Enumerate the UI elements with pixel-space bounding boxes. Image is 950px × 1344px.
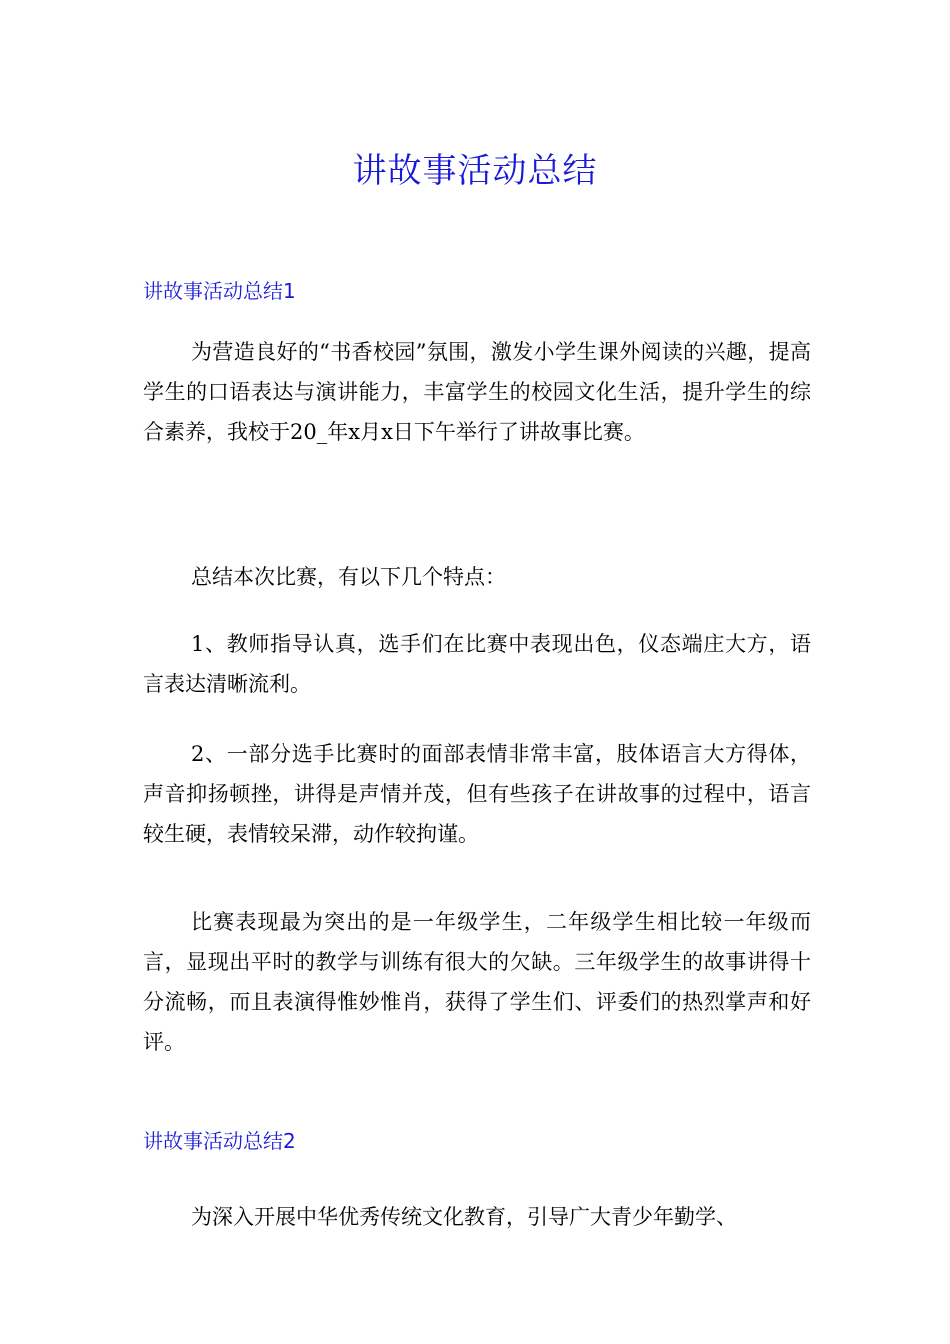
- document-title: 讲故事活动总结: [352, 151, 598, 191]
- section-1-paragraph-1: 为营造良好的“书香校园”氛围，激发小学生课外阅读的兴趣，提高学生的口语表达与演讲能力，丰富学生的校园文化生活，提升学生的综合素养，我校于20_年x月x日下午举行了讲故事比赛。: [143, 340, 811, 444]
- section-heading-2: 讲故事活动总结2: [143, 1129, 296, 1153]
- section-1-paragraph-4: 2、一部分选手比赛时的面部表情非常丰富，肢体语言大方得体，声音抑扬顿挫，讲得是声情并茂，但有些孩子在讲故事的过程中，语言较生硬，表情较呆滞，动作较拘谨。: [143, 742, 811, 846]
- section-1-paragraph-5: 比赛表现最为突出的是一年级学生，二年级学生相比较一年级而言，显现出平时的教学与训练有很大的欠缺。三年级学生的故事讲得十分流畅，而且表演得惟妙惟肖，获得了学生们、评委们的热烈掌声和好评。: [143, 910, 811, 1054]
- section-1-paragraph-2: 总结本次比赛，有以下几个特点：: [191, 565, 506, 589]
- section-2-paragraph-1: 为深入开展中华优秀传统文化教育，引导广大青少年勤学、: [191, 1205, 737, 1229]
- section-1-paragraph-3: 1、教师指导认真，选手们在比赛中表现出色，仪态端庄大方，语言表达清晰流利。: [143, 632, 811, 696]
- section-heading-1: 讲故事活动总结1: [143, 279, 296, 303]
